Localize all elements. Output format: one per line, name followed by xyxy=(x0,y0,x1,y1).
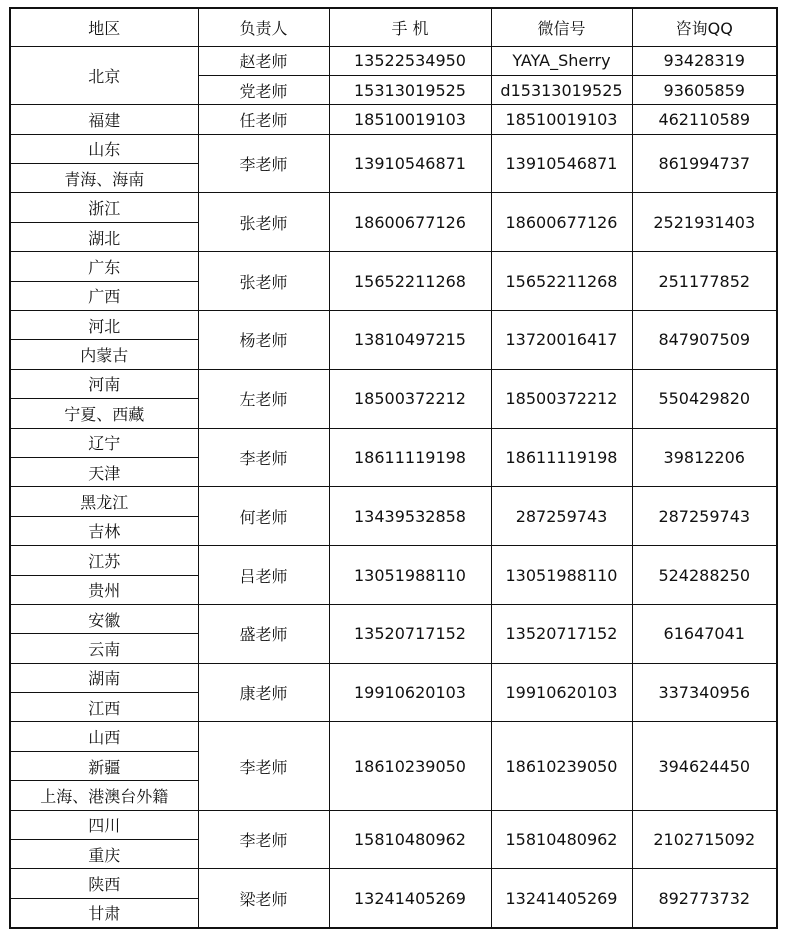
qq-cell: 847907509 xyxy=(632,311,777,370)
person-cell: 何老师 xyxy=(198,487,329,546)
person-cell: 赵老师 xyxy=(198,46,329,75)
region-cell: 江苏 xyxy=(10,546,198,575)
phone-cell: 13241405269 xyxy=(329,869,491,928)
region-cell: 河北 xyxy=(10,311,198,340)
person-cell: 康老师 xyxy=(198,663,329,722)
phone-cell: 15652211268 xyxy=(329,252,491,311)
wechat-cell: 18600677126 xyxy=(491,193,632,252)
person-cell: 李老师 xyxy=(198,810,329,869)
wechat-cell: d15313019525 xyxy=(491,75,632,104)
table-row xyxy=(10,546,777,575)
table-body xyxy=(10,46,777,928)
table-row xyxy=(10,487,777,516)
phone-cell: 18510019103 xyxy=(329,105,491,134)
region-cell: 天津 xyxy=(10,457,198,486)
person-cell: 梁老师 xyxy=(198,869,329,928)
header-phone: 手 机 xyxy=(329,8,491,46)
person-cell: 张老师 xyxy=(198,193,329,252)
table-row xyxy=(10,193,777,222)
phone-cell: 13051988110 xyxy=(329,546,491,605)
phone-cell: 18611119198 xyxy=(329,428,491,487)
table-row xyxy=(10,428,777,457)
person-cell: 盛老师 xyxy=(198,604,329,663)
region-cell: 河南 xyxy=(10,369,198,398)
phone-cell: 13810497215 xyxy=(329,311,491,370)
region-cell: 青海、海南 xyxy=(10,164,198,193)
wechat-cell: 15810480962 xyxy=(491,810,632,869)
person-cell: 李老师 xyxy=(198,134,329,193)
table-row xyxy=(10,369,777,398)
qq-cell: 93605859 xyxy=(632,75,777,104)
region-cell: 北京 xyxy=(10,46,198,105)
region-cell: 上海、港澳台外籍 xyxy=(10,781,198,810)
person-cell: 左老师 xyxy=(198,369,329,428)
wechat-cell: 18611119198 xyxy=(491,428,632,487)
header-region: 地区 xyxy=(10,8,198,46)
phone-cell: 18600677126 xyxy=(329,193,491,252)
qq-cell: 861994737 xyxy=(632,134,777,193)
wechat-cell: 15652211268 xyxy=(491,252,632,311)
table-row xyxy=(10,105,777,134)
qq-cell: 2102715092 xyxy=(632,810,777,869)
region-cell: 四川 xyxy=(10,810,198,839)
table-header xyxy=(10,8,777,46)
qq-cell: 93428319 xyxy=(632,46,777,75)
region-cell: 黑龙江 xyxy=(10,487,198,516)
table-row xyxy=(10,869,777,898)
region-cell: 贵州 xyxy=(10,575,198,604)
region-cell: 云南 xyxy=(10,634,198,663)
wechat-cell: 287259743 xyxy=(491,487,632,546)
qq-cell: 61647041 xyxy=(632,604,777,663)
region-cell: 湖南 xyxy=(10,663,198,692)
wechat-cell: 13051988110 xyxy=(491,546,632,605)
wechat-cell: 13720016417 xyxy=(491,311,632,370)
region-cell: 广西 xyxy=(10,281,198,310)
phone-cell: 13520717152 xyxy=(329,604,491,663)
phone-cell: 15810480962 xyxy=(329,810,491,869)
region-cell: 山西 xyxy=(10,722,198,751)
region-cell: 重庆 xyxy=(10,840,198,869)
region-cell: 浙江 xyxy=(10,193,198,222)
phone-cell: 13439532858 xyxy=(329,487,491,546)
person-cell: 任老师 xyxy=(198,105,329,134)
table-row xyxy=(10,46,777,75)
qq-cell: 287259743 xyxy=(632,487,777,546)
wechat-cell: 18510019103 xyxy=(491,105,632,134)
qq-cell: 524288250 xyxy=(632,546,777,605)
wechat-cell: 13910546871 xyxy=(491,134,632,193)
qq-cell: 550429820 xyxy=(632,369,777,428)
region-cell: 湖北 xyxy=(10,222,198,251)
header-row xyxy=(10,8,777,46)
region-cell: 宁夏、西藏 xyxy=(10,399,198,428)
wechat-cell: 13241405269 xyxy=(491,869,632,928)
table-row xyxy=(10,663,777,692)
region-cell: 广东 xyxy=(10,252,198,281)
person-cell: 吕老师 xyxy=(198,546,329,605)
qq-cell: 394624450 xyxy=(632,722,777,810)
qq-cell: 2521931403 xyxy=(632,193,777,252)
region-cell: 吉林 xyxy=(10,516,198,545)
region-cell: 江西 xyxy=(10,693,198,722)
table-row xyxy=(10,604,777,633)
region-cell: 甘肃 xyxy=(10,898,198,928)
header-wechat: 微信号 xyxy=(491,8,632,46)
person-cell: 杨老师 xyxy=(198,311,329,370)
qq-cell: 251177852 xyxy=(632,252,777,311)
header-person: 负责人 xyxy=(198,8,329,46)
table-row xyxy=(10,810,777,839)
table-row xyxy=(10,722,777,751)
wechat-cell: YAYA_Sherry xyxy=(491,46,632,75)
wechat-cell: 18500372212 xyxy=(491,369,632,428)
wechat-cell: 13520717152 xyxy=(491,604,632,663)
table-row xyxy=(10,311,777,340)
person-cell: 党老师 xyxy=(198,75,329,104)
phone-cell: 18500372212 xyxy=(329,369,491,428)
person-cell: 张老师 xyxy=(198,252,329,311)
region-cell: 安徽 xyxy=(10,604,198,633)
phone-cell: 15313019525 xyxy=(329,75,491,104)
region-cell: 新疆 xyxy=(10,751,198,780)
region-cell: 山东 xyxy=(10,134,198,163)
header-qq: 咨询QQ xyxy=(632,8,777,46)
phone-cell: 18610239050 xyxy=(329,722,491,810)
table-row xyxy=(10,252,777,281)
phone-cell: 13910546871 xyxy=(329,134,491,193)
phone-cell: 19910620103 xyxy=(329,663,491,722)
region-cell: 内蒙古 xyxy=(10,340,198,369)
wechat-cell: 18610239050 xyxy=(491,722,632,810)
table-row xyxy=(10,134,777,163)
contact-table xyxy=(9,7,778,929)
qq-cell: 462110589 xyxy=(632,105,777,134)
phone-cell: 13522534950 xyxy=(329,46,491,75)
wechat-cell: 19910620103 xyxy=(491,663,632,722)
region-cell: 福建 xyxy=(10,105,198,134)
person-cell: 李老师 xyxy=(198,722,329,810)
qq-cell: 337340956 xyxy=(632,663,777,722)
region-cell: 陕西 xyxy=(10,869,198,898)
region-cell: 辽宁 xyxy=(10,428,198,457)
person-cell: 李老师 xyxy=(198,428,329,487)
qq-cell: 39812206 xyxy=(632,428,777,487)
qq-cell: 892773732 xyxy=(632,869,777,928)
